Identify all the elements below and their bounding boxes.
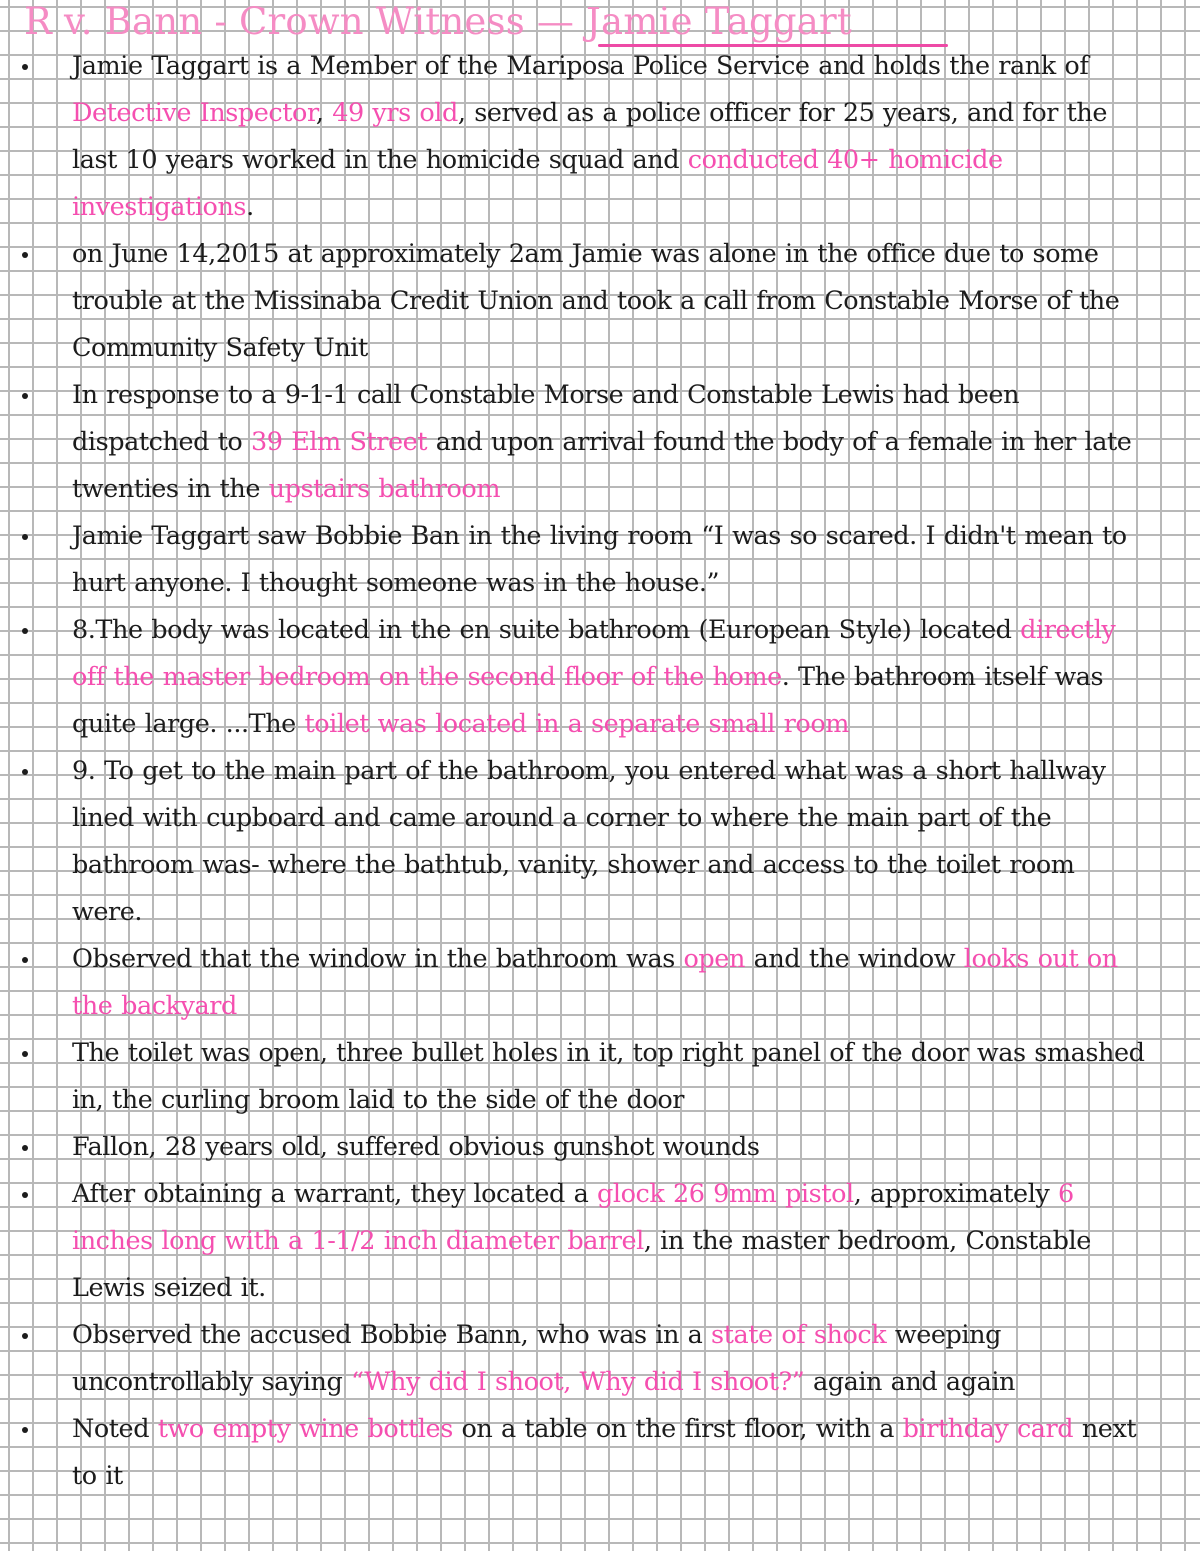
note-item bbox=[0, 936, 1200, 1030]
note-item bbox=[0, 1406, 1200, 1500]
bullet-icon bbox=[22, 1192, 28, 1198]
highlighted-text: toilet was located in a separate small room bbox=[304, 709, 849, 739]
highlighted-text: directly off the master bedroom on the second floor of the home bbox=[72, 615, 1116, 692]
note-text: , in the master bedroom, Constable Lewis seized it. bbox=[72, 1226, 1091, 1303]
note-text: Observed the accused Bobbie Bann, who was in a bbox=[72, 1320, 712, 1350]
note-text: Jamie Taggart is a Member of the Mariposa Police Service and holds the rank of bbox=[72, 51, 1089, 81]
note-text: , approximately bbox=[853, 1179, 1059, 1209]
highlighted-text: “Why did I shoot, Why did I shoot?” bbox=[351, 1367, 805, 1397]
note-text: After obtaining a warrant, they located a bbox=[72, 1179, 597, 1209]
note-text: 8.The body was located in the en suite bathroom (European Style) located bbox=[72, 615, 1021, 645]
highlighted-text: two empty wine bottles bbox=[157, 1414, 453, 1444]
note-item bbox=[0, 513, 1200, 607]
bullet-icon bbox=[22, 64, 28, 70]
note-text: on June 14,2015 at approximately 2am Jamie was alone in the office due to some trouble at the Missinaba Credit Union and took a call from Constable Morse of the Community Safety Unit bbox=[72, 239, 1120, 363]
bullet-icon bbox=[22, 628, 28, 634]
note-item bbox=[0, 1124, 1200, 1171]
note-text: In response to a 9-1-1 call Constable Morse and Constable Lewis had been dispatched to bbox=[72, 380, 1020, 457]
note-text: Noted bbox=[72, 1414, 158, 1444]
highlighted-text: 49 yrs old bbox=[332, 98, 458, 128]
note-text: and upon arrival found the body of a female in her late twenties in the bbox=[72, 427, 1132, 504]
note-text: on a table on the first floor, with a bbox=[452, 1414, 903, 1444]
note-text: 9. To get to the main part of the bathroom, you entered what was a short hallway lined with cupboard and came around a corner to where the main part of the bathroom was- where the bathtub, vanity, shower and access to the toilet room were. bbox=[72, 756, 1106, 927]
bullet-icon bbox=[22, 1051, 28, 1057]
highlighted-text: Detective Inspector bbox=[72, 98, 316, 128]
highlighted-text: state of shock bbox=[711, 1320, 887, 1350]
bullet-icon bbox=[22, 252, 28, 258]
note-text: The toilet was open, three bullet holes in it, top right panel of the door was smashed in, the curling broom laid to the side of the door bbox=[72, 1038, 1145, 1115]
bullet-icon bbox=[22, 1427, 28, 1433]
note-item bbox=[0, 1030, 1200, 1124]
page-title: R v. Bann - Crown Witness — Jamie Taggart bbox=[24, 0, 852, 43]
note-text: Jamie Taggart saw Bobbie Ban in the living room “I was so scared. I didn't mean to hurt anyone. I thought someone was in the house.” bbox=[72, 521, 1127, 598]
note-text: , served as a police officer for 25 years, and for the last 10 years worked in the homicide squad and bbox=[72, 98, 1108, 175]
note-text: . The bathroom itself was quite large. ...The bbox=[72, 662, 1104, 739]
highlighted-text: open bbox=[683, 944, 745, 974]
note-item bbox=[0, 1312, 1200, 1406]
highlighted-text: glock 26 9mm pistol bbox=[597, 1179, 854, 1209]
bullet-icon bbox=[22, 769, 28, 775]
bullet-icon bbox=[22, 1145, 28, 1151]
note-text: Fallon, 28 years old, suffered obvious gunshot wounds bbox=[72, 1132, 760, 1162]
note-text: weeping uncontrollably saying bbox=[72, 1320, 1001, 1397]
bullet-icon bbox=[22, 957, 28, 963]
note-text: again and again bbox=[804, 1367, 1015, 1397]
note-item bbox=[0, 372, 1200, 513]
note-text: , bbox=[315, 98, 333, 128]
note-item bbox=[0, 231, 1200, 372]
highlighted-text: birthday card bbox=[902, 1414, 1074, 1444]
note-item bbox=[0, 748, 1200, 936]
highlighted-text: upstairs bathroom bbox=[268, 474, 501, 504]
note-text: next to it bbox=[72, 1414, 1137, 1491]
notes-list bbox=[0, 43, 1200, 1500]
bullet-icon bbox=[22, 1333, 28, 1339]
note-text: . bbox=[246, 192, 254, 222]
note-item bbox=[0, 1171, 1200, 1312]
note-item bbox=[0, 43, 1200, 231]
highlighted-text: 39 Elm Street bbox=[250, 427, 428, 457]
note-text: and the window bbox=[744, 944, 964, 974]
highlighted-text: conducted 40+ homicide investigations bbox=[72, 145, 1003, 222]
bullet-icon bbox=[22, 393, 28, 399]
note-text: Observed that the window in the bathroom was bbox=[72, 944, 684, 974]
highlighted-text: 6 inches long with a 1-1/2 inch diameter barrel bbox=[72, 1179, 1074, 1256]
highlighted-text: looks out on the backyard bbox=[72, 944, 1118, 1021]
bullet-icon bbox=[22, 534, 28, 540]
note-item bbox=[0, 607, 1200, 748]
